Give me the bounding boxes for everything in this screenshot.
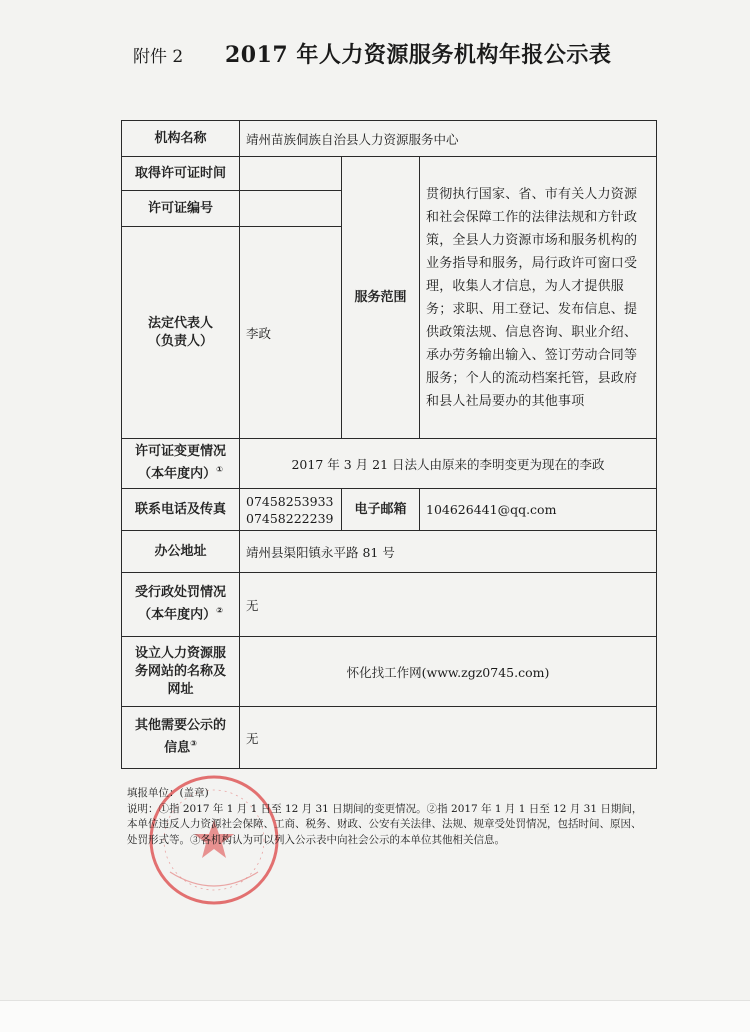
other-info-label-line1: 其他需要公示的	[134, 718, 226, 734]
license-change-label	[122, 439, 240, 489]
website-label	[122, 637, 240, 707]
address-label: 办公地址	[122, 531, 240, 573]
legal-rep-value: 李政	[240, 227, 342, 439]
scope-value: 贯彻执行国家、省、市有关人力资源和社会保障工作的法律法规和方针政策，全县人力资源市场和服务机构的业务指导和服务，局行政许可窗口受理，收集人才信息，为人才提供服务；求职、用工登记、发布信息、提供政策法规、信息咨询、职业介绍、承办劳务输出输入、签订劳动合同等服务；个人的流动档案托管，县政府和县人社局要办的其他事项	[420, 157, 657, 439]
phone-number-1: 07458253933	[246, 493, 334, 509]
legal-rep-label-line1: 法定代表人	[147, 315, 213, 331]
address-value: 靖州县渠阳镇永平路 81 号	[240, 531, 657, 573]
org-name-label: 机构名称	[122, 121, 240, 157]
attachment-number: 附件 2	[133, 47, 184, 67]
note-marker-2: ②	[216, 606, 223, 616]
annual-report-table	[121, 120, 657, 769]
penalty-value: 无	[240, 573, 657, 637]
document-header	[0, 38, 750, 68]
legal-rep-label	[122, 227, 240, 439]
other-info-value: 无	[240, 707, 657, 769]
legal-rep-label-line2: （负责人）	[147, 333, 213, 349]
row-license-change	[122, 439, 657, 489]
row-penalty	[122, 573, 657, 637]
penalty-label-line1: 受行政处罚情况	[134, 585, 226, 601]
row-website	[122, 637, 657, 707]
org-name-value: 靖州苗族侗族自治县人力资源服务中心	[240, 121, 657, 157]
row-phone-email	[122, 489, 657, 531]
row-other-info	[122, 707, 657, 769]
phone-label: 联系电话及传真	[122, 489, 240, 531]
row-license-time	[122, 157, 657, 191]
website-value: 怀化找工作网(www.zgz0745.com)	[240, 637, 657, 707]
row-org-name	[122, 121, 657, 157]
penalty-label-line2: （本年度内）	[138, 607, 217, 623]
email-label: 电子邮箱	[342, 489, 420, 531]
website-label-line1: 设立人力资源服	[134, 645, 226, 661]
filler-unit-line: 填报单位：(盖章)	[127, 787, 209, 799]
license-no-value	[240, 191, 342, 227]
note-marker-1: ①	[216, 465, 223, 475]
page-bottom-edge	[0, 1000, 750, 1032]
explanation-text: 说明：①指 2017 年 1 月 1 日至 12 月 31 日期间的变更情况。②指 2017 年 1 月 1 日至 12 月 31 日期间，本单位违反人力资源社会保障、工商、税务、财政、公安有关法律、法规、规章受处罚情况，包括时间、原因、处罚形式等。③各机构认为可以列入公示表中向社会公示的本单位其他相关信息。	[127, 802, 643, 846]
email-value: 104626441@qq.com	[420, 489, 657, 531]
website-label-line2: 务网站的名称及	[134, 663, 226, 679]
other-info-label	[122, 707, 240, 769]
phone-number-2: 07458222239	[246, 510, 334, 526]
website-label-line3: 网址	[167, 681, 194, 697]
row-address	[122, 531, 657, 573]
license-time-label: 取得许可证时间	[122, 157, 240, 191]
other-info-label-line2: 信息	[164, 740, 191, 756]
page-title: 2017 年人力资源服务机构年报公示表	[225, 42, 612, 68]
note-marker-3: ③	[190, 739, 197, 749]
scope-label: 服务范围	[342, 157, 420, 439]
license-change-value: 2017 年 3 月 21 日法人由原来的李明变更为现在的李政	[240, 439, 657, 489]
license-change-label-line2: （本年度内）	[138, 466, 217, 482]
form-notes	[127, 786, 647, 848]
license-change-label-line1: 许可证变更情况	[134, 444, 226, 460]
penalty-label	[122, 573, 240, 637]
license-no-label: 许可证编号	[122, 191, 240, 227]
license-time-value	[240, 157, 342, 191]
phone-value	[240, 489, 342, 531]
